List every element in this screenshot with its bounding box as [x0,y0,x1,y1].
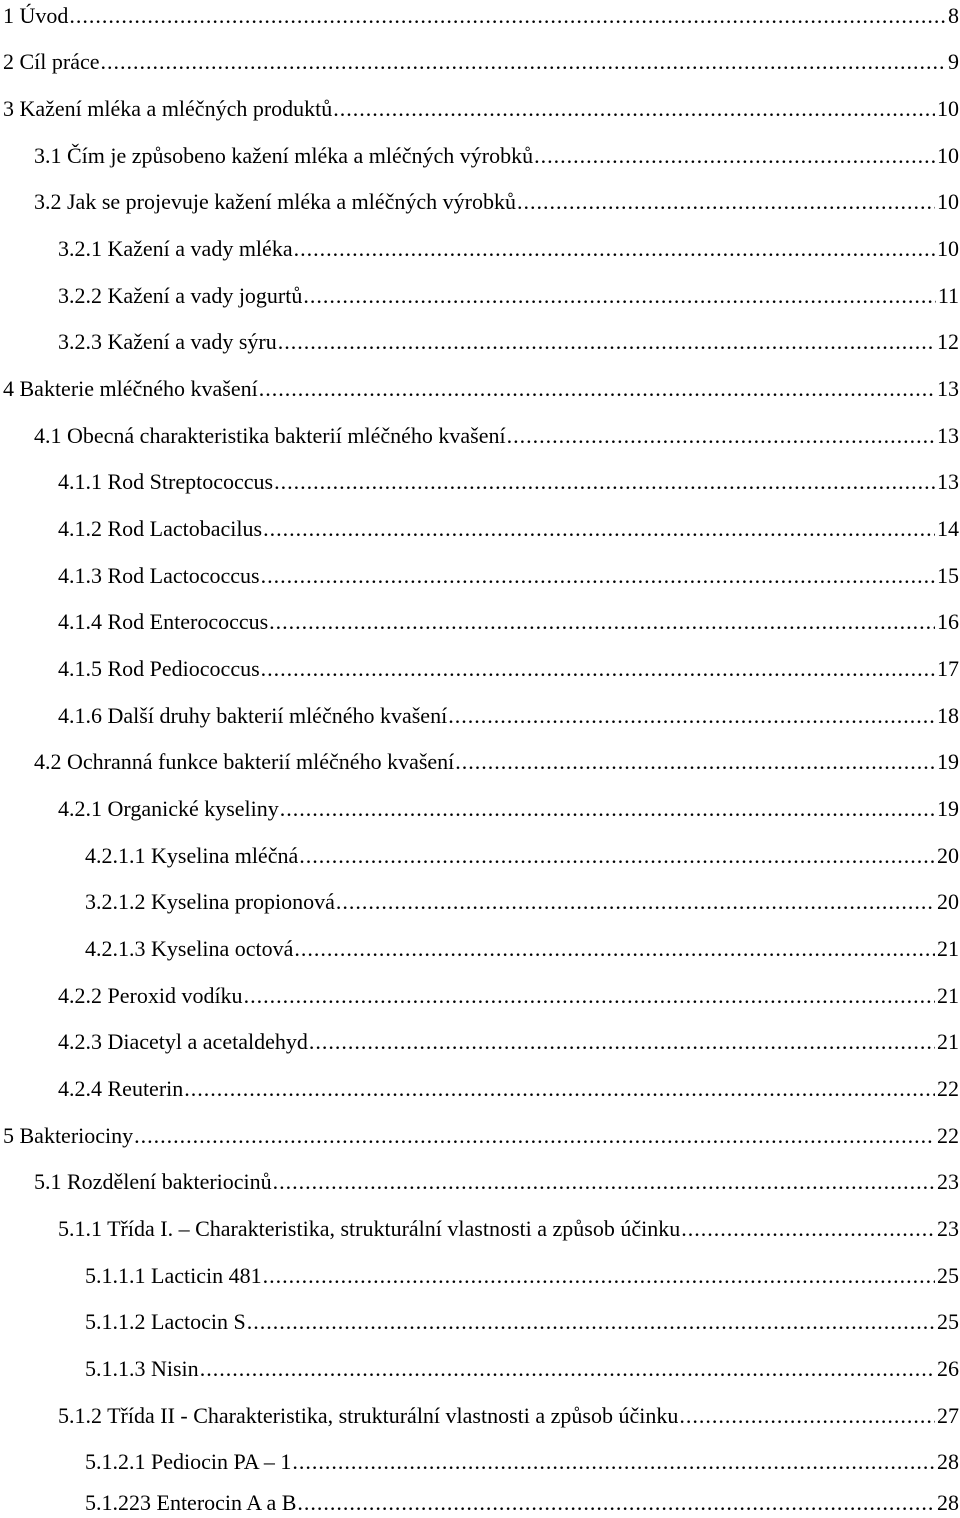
toc-entry[interactable] [0,934,960,964]
toc-leader-dots [455,747,935,777]
toc-entry-page: 26 [937,1356,959,1381]
toc-leader-dots [517,187,935,217]
toc-entry[interactable] [0,607,960,637]
toc-leader-dots [299,841,935,871]
toc-entry[interactable] [0,1447,960,1477]
toc-entry-title: 3.2.1 Kažení a vady mléka [58,236,293,261]
toc-leader-dots [294,234,935,264]
toc-entry-title: 4.2.3 Diacetyl a acetaldehyd [58,1029,308,1054]
toc-entry-page: 10 [937,143,959,168]
toc-entry[interactable] [0,1121,960,1151]
toc-entry-title: 4.1.4 Rod Enterococcus [58,609,269,634]
toc-leader-dots [101,47,946,77]
toc-entry-title: 5.1.1.1 Lacticin 481 [85,1263,262,1288]
toc-entry-page: 28 [937,1449,959,1474]
toc-entry-page: 9 [948,49,959,74]
toc-entry-page: 20 [937,889,959,914]
toc-entry[interactable] [0,1401,960,1431]
toc-leader-dots [294,934,935,964]
toc-entry[interactable] [0,514,960,544]
toc-entry-page: 22 [937,1076,959,1101]
toc-entry[interactable] [0,1214,960,1244]
toc-leader-dots [244,981,935,1011]
toc-entry-title: 4.1.1 Rod Streptococcus [58,469,274,494]
toc-entry[interactable] [0,841,960,871]
toc-entry-page: 10 [937,96,959,121]
toc-leader-dots [263,1261,935,1291]
toc-entry-page: 10 [937,189,959,214]
toc-entry-title: 4.1.5 Rod Pediococcus [58,656,260,681]
toc-entry-page: 10 [937,236,959,261]
toc-entry[interactable] [0,981,960,1011]
toc-entry-title: 3 Kažení mléka a mléčných produktů [3,96,333,121]
toc-leader-dots [134,1121,935,1151]
toc-entry-page: 21 [937,983,959,1008]
toc-leader-dots [263,514,935,544]
toc-leader-dots [69,1,946,31]
toc-leader-dots [184,1074,935,1104]
toc-entry-title: 4.1.2 Rod Lactobacilus [58,516,263,541]
toc-entry-page: 15 [937,563,959,588]
toc-entry-page: 20 [937,843,959,868]
toc-leader-dots [280,794,935,824]
toc-entry[interactable] [0,794,960,824]
toc-entry-title: 4.1.6 Další druhy bakterií mléčného kvašení [58,703,448,728]
toc-entry-title: 3.2.2 Kažení a vady jogurtů [58,283,303,308]
toc-entry-title: 5.1.1 Třída I. – Charakteristika, strukturální vlastnosti a způsob účinku [58,1216,681,1241]
toc-leader-dots [292,1447,935,1477]
toc-leader-dots [679,1401,935,1431]
toc-entry-title: 4.2.1.1 Kyselina mléčná [85,843,299,868]
toc-entry-page: 16 [937,609,959,634]
toc-entry[interactable] [0,327,960,357]
toc-entry-title: 5.1.1.3 Nisin [85,1356,199,1381]
toc-entry-title: 4.2.1.3 Kyselina octová [85,936,294,961]
toc-leader-dots [274,467,935,497]
toc-entry-title: 3.2.1.2 Kyselina propionová [85,889,335,914]
toc-entry[interactable] [0,1354,960,1384]
toc-entry-page: 23 [937,1216,959,1241]
toc-entry-title: 4.2.2 Peroxid vodíku [58,983,243,1008]
toc-leader-dots [507,421,935,451]
toc-entry-page: 17 [937,656,959,681]
toc-entry-page: 22 [937,1123,959,1148]
toc-entry-page: 27 [937,1403,959,1428]
toc-entry[interactable] [0,1167,960,1197]
toc-entry-page: 23 [937,1169,959,1194]
toc-entry-page: 14 [937,516,959,541]
toc-entry[interactable] [0,1488,960,1518]
toc-entry[interactable] [0,234,960,264]
toc-leader-dots [269,607,935,637]
toc-leader-dots [303,281,935,311]
toc-entry-page: 21 [937,936,959,961]
toc-entry-title: 3.2.3 Kažení a vady sýru [58,329,277,354]
toc-entry[interactable] [0,47,960,77]
toc-leader-dots [247,1307,935,1337]
toc-entry[interactable] [0,654,960,684]
toc-entry-page: 19 [937,796,959,821]
toc-entry[interactable] [0,747,960,777]
toc-entry-page: 13 [937,469,959,494]
toc-entry-title: 5.1.2 Třída II - Charakteristika, strukturální vlastnosti a způsob účinku [58,1403,679,1428]
toc-leader-dots [259,374,935,404]
toc-leader-dots [309,1027,935,1057]
toc-entry[interactable] [0,467,960,497]
toc-leader-dots [333,94,935,124]
toc-entry[interactable] [0,374,960,404]
toc-leader-dots [448,701,935,731]
toc-entry-title: 4.2.4 Reuterin [58,1076,184,1101]
toc-entry-title: 2 Cíl práce [3,49,100,74]
toc-entry[interactable] [0,141,960,171]
toc-entry[interactable] [0,561,960,591]
toc-entry[interactable] [0,1,960,31]
toc-leader-dots [534,141,935,171]
toc-leader-dots [261,561,935,591]
toc-leader-dots [278,327,935,357]
toc-entry-title: 5.1.2.1 Pediocin PA – 1 [85,1449,292,1474]
toc-entry-page: 25 [937,1263,959,1288]
toc-entry[interactable] [0,1261,960,1291]
toc-entry-page: 21 [937,1029,959,1054]
toc-entry[interactable] [0,187,960,217]
toc-entry[interactable] [0,887,960,917]
toc-entry[interactable] [0,1074,960,1104]
toc-entry[interactable] [0,1307,960,1337]
toc-leader-dots [336,887,935,917]
toc-entry-title: 4.1 Obecná charakteristika bakterií mléčného kvašení [34,423,506,448]
toc-entry-page: 13 [937,376,959,401]
toc-leader-dots [261,654,935,684]
toc-leader-dots [273,1167,935,1197]
toc-entry-title: 4.2 Ochranná funkce bakterií mléčného kvašení [34,749,455,774]
toc-entry-page: 12 [937,329,959,354]
toc-entry[interactable] [0,421,960,451]
toc-entry[interactable] [0,281,960,311]
toc-entry[interactable] [0,94,960,124]
toc-entry-title: 4.1.3 Rod Lactococcus [58,563,260,588]
toc-entry-title: 5.1.223 Enterocin A a B [85,1490,297,1515]
toc-entry-title: 1 Úvod [3,3,69,28]
toc-entry-title: 4.2.1 Organické kyseliny [58,796,279,821]
toc-entry-page: 25 [937,1309,959,1334]
toc-entry[interactable] [0,701,960,731]
toc-entry-page: 18 [937,703,959,728]
toc-leader-dots [200,1354,935,1384]
toc-leader-dots [297,1488,935,1518]
toc-entry-title: 3.1 Čím je způsobeno kažení mléka a mléčných výrobků [34,143,534,168]
toc-entry[interactable] [0,1027,960,1057]
toc-entry-page: 19 [937,749,959,774]
toc-entry-title: 5 Bakteriociny [3,1123,134,1148]
toc-entry-title: 4 Bakterie mléčného kvašení [3,376,258,401]
toc-entry-title: 5.1.1.2 Lactocin S [85,1309,246,1334]
toc-entry-title: 3.2 Jak se projevuje kažení mléka a mléčných výrobků [34,189,517,214]
toc-entry-page: 11 [937,283,959,308]
toc-entry-page: 28 [937,1490,959,1515]
toc-entry-page: 8 [948,3,959,28]
toc-leader-dots [681,1214,935,1244]
toc-entry-title: 5.1 Rozdělení bakteriocinů [34,1169,272,1194]
toc-entry-page: 13 [937,423,959,448]
